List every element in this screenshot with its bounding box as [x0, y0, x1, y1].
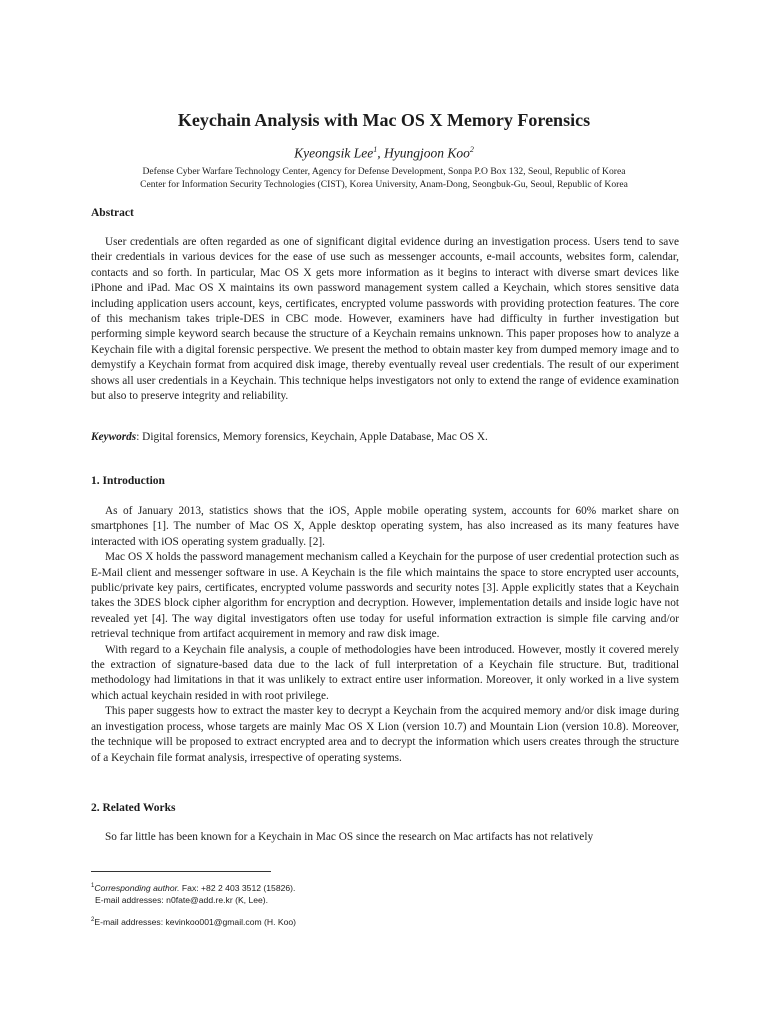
- body-paragraph: Mac OS X holds the password management mechanism called a Keychain for the purpose of user credential protection such as E-Mail client and messenger software in use. A Keychain is the file which maintains the space to store encrypted user accounts, public/private key pairs, certificates, encrypted volume passwords and security notes [3]. Apple explicitly states that a Keychain takes the 3DES block cipher algorithm for encryption and decryption. However, implementation details and inside logic have not revealed yet [4]. The way digital investigators often use today for useful information extraction is simple file carving and/or retrieval technique from artifact acquirement in memory and raw disk image.: [91, 551, 679, 641]
- footnote-email: E-mail addresses: kevinkoo001@gmail.com (H. Koo): [94, 916, 297, 927]
- author-line: [0, 145, 768, 162]
- author-separator: ,: [377, 145, 384, 161]
- footnote-label: Corresponding author.: [94, 882, 180, 893]
- author-name: Hyungjoon Koo: [383, 145, 470, 161]
- author-footnote-mark: 1: [373, 145, 378, 154]
- footnote-mark: 2: [91, 917, 95, 923]
- abstract-paragraph: User credentials are often regarded as one of significant digital evidence during an investigation process. Users tend to save their credentials in various devices for the ease of use such as messenger accounts, e-mail accounts, websites form, calendar, contacts and so forth. In particular, Mac OS X gets more information as it begins to interact with diverse smart devices like iPhone and iPad. Mac OS X maintains its own password management system called a Keychain, which stores sensitive data including application users account, keys, certificates, encrypted volume passwords with providing protection features. The core of this mechanism takes triple-DES in CBC mode. However, examiners have had difficulty in further investigation but performing simple keyword search because the structure of a Keychain remains unknown. This paper proposes how to analyze a Keychain file with a digital forensic perspective. We present the method to obtain master key from dumped memory image and to demystify a Keychain format from acquired disk image, thereby eventually reveal user credentials. The result of our experiment shows all user credentials in a Keychain. This technique helps investigators not only to extend the range of evidence examination but also to preserve integrity and reliability.: [91, 236, 679, 403]
- related-works-heading: 2. Related Works: [91, 802, 176, 814]
- footnote-mark: 1: [91, 883, 95, 889]
- introduction-heading: 1. Introduction: [91, 475, 165, 487]
- author-footnote-mark: 2: [469, 145, 474, 154]
- footnote: [91, 914, 691, 928]
- affiliation: Center for Information Security Technologies (CIST), Korea University, Anam-Dong, Seongbuk-Gu, Seoul, Republic of Korea: [140, 179, 628, 190]
- abstract-heading: Abstract: [91, 207, 134, 219]
- abstract-body: [91, 235, 679, 404]
- keywords-line: [91, 430, 679, 445]
- author-name: Kyeongsik Lee: [294, 145, 374, 161]
- related-works-body: [91, 830, 679, 845]
- affiliation: Defense Cyber Warfare Technology Center, Agency for Defense Development, Sonpa P.O Box 132, Seoul, Republic of Korea: [142, 166, 626, 177]
- introduction-body: [91, 504, 679, 766]
- body-paragraph: With regard to a Keychain file analysis, a couple of methodologies have been introduced. However, mostly it covered merely the extraction of signature-based data due to the lack of full interpretation of a Keychain file structure. But, traditional methodology had limitations in that it was unlikely to extract entire user information. Moreover, it only worked in a live system which actual keychain resided in with root privilege.: [91, 643, 679, 702]
- body-paragraph: This paper suggests how to extract the master key to decrypt a Keychain from the acquired memory and/or disk image during an investigation process, whose targets are mainly Mac OS X Lion (version 10.7) and Mountain Lion (version 10.8). Moreover, the technique will be proposed to extract encrypted area and to decrypt the information which users creates through the structure of a Keychain file format analysis, irrespective of operating systems.: [91, 705, 679, 764]
- body-paragraph: As of January 2013, statistics shows that the iOS, Apple mobile operating system, accounts for 60% market share on smartphones [1]. The number of Mac OS X, Apple desktop operating system, has also increased as its many features have interacted with iOS operating system gradually. [2].: [91, 505, 679, 548]
- keywords-text: : Digital forensics, Memory forensics, Keychain, Apple Database, Mac OS X.: [136, 431, 488, 443]
- footnote: [91, 880, 691, 894]
- footnote-fax: Fax: +82 2 403 3512 (15826).: [179, 882, 296, 893]
- keywords-label: Keywords: [91, 431, 137, 443]
- paper-title: Keychain Analysis with Mac OS X Memory Forensics: [177, 110, 591, 130]
- footnote-divider: [91, 871, 271, 872]
- body-paragraph: So far little has been known for a Keychain in Mac OS since the research on Mac artifacts has not relatively: [105, 831, 594, 843]
- footnote-email: E-mail addresses: n0fate@add.re.kr (K, Lee).: [95, 895, 269, 905]
